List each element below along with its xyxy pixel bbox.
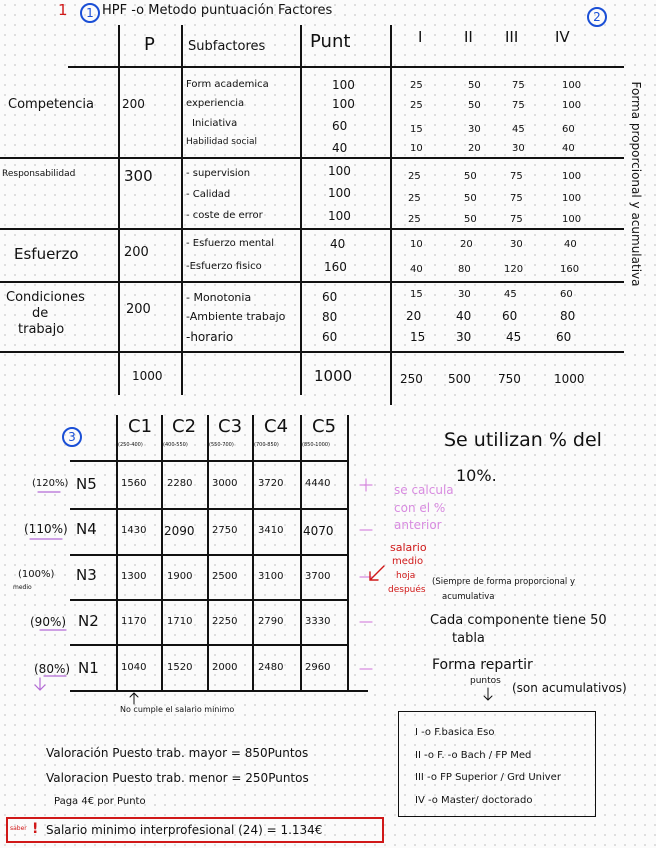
lv-r9-c2: 80 — [458, 264, 471, 275]
t2-r5-c4: 2480 — [258, 662, 284, 673]
t2-r4-c5: 3330 — [305, 616, 331, 627]
lv-r1-c2: 50 — [468, 80, 481, 91]
t2-range-c5: (850-1000) — [302, 442, 330, 448]
col-header-punt: Punt — [310, 31, 351, 52]
lv-r9-c1: 40 — [410, 264, 423, 275]
t2-r1-c1: 1560 — [121, 478, 147, 489]
footer-box — [6, 817, 384, 843]
t2-range-c3: (550-700) — [209, 442, 234, 448]
note-forma-2: puntos — [470, 676, 501, 686]
t2-range-c1: (250-400) — [118, 442, 143, 448]
lv-r12-c3: 45 — [506, 330, 522, 344]
t2-col-c4: C4 — [264, 416, 289, 437]
lv-r3-c2: 30 — [468, 124, 481, 135]
note-salario-medio-4: después — [388, 585, 426, 595]
sub-row-10: - Monotonia — [186, 291, 252, 304]
t2-r4-c3: 2250 — [212, 616, 238, 627]
legend-item-1: I -o F.basica Eso — [415, 727, 495, 738]
t2-r1-c4: 3720 — [258, 478, 284, 489]
total-punt: 1000 — [314, 367, 353, 385]
t2-r3-c2: 1900 — [167, 571, 193, 582]
punt-row-9: 160 — [324, 260, 347, 274]
lv-r11-c4: 80 — [560, 309, 576, 323]
total-level-4: 1000 — [554, 372, 585, 386]
sub-row-8: - Esfuerzo mental — [186, 238, 275, 249]
t2-r4-c4: 2790 — [258, 616, 284, 627]
punt-row-7: 100 — [328, 209, 351, 223]
sub-row-5: - supervision — [186, 168, 251, 179]
note-salario-medio-2: medio — [392, 556, 424, 567]
t2-range-c4: (700-850) — [254, 442, 279, 448]
note-porcentaje-line2: 10%. — [456, 466, 497, 485]
legend-box — [398, 711, 596, 817]
note-cada-1: Cada componente tiene 50 — [430, 613, 607, 628]
sub-row-6: - Calidad — [186, 189, 231, 200]
t2-r5-c3: 2000 — [212, 662, 238, 673]
punt-row-11: 80 — [322, 310, 338, 324]
t2-pct-5: (80%) — [34, 662, 71, 676]
t2-r3-c4: 3100 — [258, 571, 284, 582]
punt-row-5: 100 — [328, 164, 351, 178]
circle-number-3-label: 3 — [68, 430, 76, 444]
group-name-responsabilidad: Responsabilidad — [2, 169, 76, 179]
t2-pct-3: (100%) — [18, 569, 55, 580]
circle-number-1-label: 1 — [86, 6, 94, 20]
t2-pct-2: (110%) — [24, 522, 68, 536]
lv-r8-c4: 40 — [564, 239, 577, 250]
valoracion-paga: Paga 4€ por Punto — [54, 796, 146, 807]
total-level-3: 750 — [498, 372, 521, 386]
t2-r2-c3: 2750 — [212, 525, 238, 536]
lv-r11-c2: 40 — [456, 309, 472, 323]
total-level-1: 250 — [400, 372, 423, 386]
lv-r10-c3: 45 — [504, 289, 517, 300]
punt-row-4: 40 — [332, 141, 348, 155]
t2-level-5: N1 — [78, 659, 99, 677]
lv-r10-c1: 15 — [410, 289, 423, 300]
lv-r5-c3: 75 — [510, 171, 523, 182]
t2-level-1: N5 — [76, 475, 97, 493]
t2-col-c1: C1 — [128, 416, 153, 437]
sub-row-4: Habilidad social — [186, 137, 257, 147]
group-p-esfuerzo: 200 — [124, 245, 149, 260]
group-p-condiciones: 200 — [126, 302, 151, 317]
punt-row-2: 100 — [332, 97, 355, 111]
t2-r1-c3: 3000 — [212, 478, 238, 489]
punt-row-8: 40 — [330, 237, 346, 251]
note-porcentaje-line1: Se utilizan % del — [444, 429, 602, 451]
lv-r4-c4: 40 — [562, 143, 575, 154]
lv-r12-c2: 30 — [456, 330, 472, 344]
legend-item-2: II -o F. -o Bach / FP Med — [415, 750, 532, 761]
t2-range-c2: (400-550) — [163, 442, 188, 448]
lv-r4-c2: 20 — [468, 143, 481, 154]
lv-r12-c1: 15 — [410, 330, 426, 344]
t2-r5-c1: 1040 — [121, 662, 147, 673]
lv-r8-c1: 10 — [410, 239, 423, 250]
sub-row-7: - coste de error — [186, 210, 263, 221]
total-level-2: 500 — [448, 372, 471, 386]
lv-r3-c1: 15 — [410, 124, 423, 135]
note-forma-1: Forma repartir — [432, 657, 533, 673]
col-header-p: P — [144, 34, 155, 55]
sub-row-12: -horario — [186, 330, 234, 344]
lv-r6-c3: 75 — [510, 193, 523, 204]
lv-r5-c1: 25 — [408, 171, 421, 182]
note-cada-2: tabla — [452, 631, 485, 646]
lv-r6-c1: 25 — [408, 193, 421, 204]
t2-r2-c5: 4070 — [303, 524, 334, 538]
note-calcula-1: se calcula — [394, 483, 454, 497]
group-name-esfuerzo: Esfuerzo — [14, 245, 79, 263]
t2-r4-c2: 1710 — [167, 616, 193, 627]
legend-item-4: IV -o Master/ doctorado — [415, 795, 533, 806]
t2-col-c3: C3 — [218, 416, 243, 437]
group-name-condiciones-3: trabajo — [18, 322, 65, 337]
valoracion-menor: Valoracion Puesto trab. menor = 250Puntos — [46, 771, 309, 785]
t2-r3-c3: 2500 — [212, 571, 238, 582]
lv-r7-c2: 50 — [464, 214, 477, 225]
total-p: 1000 — [132, 369, 163, 383]
lv-r9-c3: 120 — [504, 264, 524, 275]
lv-r7-c1: 25 — [408, 214, 421, 225]
note-salario-medio-3: hoja — [396, 571, 416, 581]
lv-r10-c4: 60 — [560, 289, 573, 300]
lv-r3-c4: 60 — [562, 124, 575, 135]
note-forma-3: (son acumulativos) — [512, 681, 627, 695]
t2-level-4: N2 — [78, 612, 99, 630]
note-calcula-2: con el % — [394, 501, 446, 515]
footer-text: Salario minimo interprofesional (24) = 1.134€ — [46, 823, 323, 837]
lv-r11-c3: 60 — [502, 309, 518, 323]
sub-row-3: Iniciativa — [192, 118, 238, 129]
t2-r5-c5: 2960 — [305, 662, 331, 673]
lv-r6-c2: 50 — [464, 193, 477, 204]
t2-r2-c2: 2090 — [164, 524, 195, 538]
note-siempre-2: acumulativa — [442, 592, 495, 602]
page-title: HPF -o Metodo puntuación Factores — [102, 3, 333, 18]
warning-icon: ! — [32, 821, 39, 837]
lv-r1-c4: 100 — [562, 80, 582, 91]
lv-r6-c4: 100 — [562, 193, 582, 204]
legend-item-3: III -o FP Superior / Grd Univer — [415, 772, 561, 783]
lv-r2-c3: 75 — [512, 100, 525, 111]
valoracion-mayor: Valoración Puesto trab. mayor = 850Puntos — [46, 746, 309, 760]
t2-pct-4: (90%) — [30, 615, 67, 629]
col-header-roman-3: III — [505, 28, 519, 46]
col-header-subfactores: Subfactores — [188, 39, 266, 54]
lv-r5-c4: 100 — [562, 171, 582, 182]
col-header-roman-2: II — [464, 28, 473, 46]
t2-level-3: N3 — [76, 566, 97, 584]
lv-r4-c1: 10 — [410, 143, 423, 154]
t2-r3-c1: 1300 — [121, 571, 147, 582]
t2-r1-c2: 2280 — [167, 478, 193, 489]
group-name-competencia: Competencia — [8, 97, 95, 112]
side-note-vertical: Forma proporcional y acumulativa — [629, 81, 643, 287]
group-p-responsabilidad: 300 — [124, 167, 153, 185]
col-header-roman-4: IV — [555, 28, 570, 46]
lv-r2-c1: 25 — [410, 100, 423, 111]
sub-row-11: -Ambiente trabajo — [186, 310, 286, 323]
punt-row-1: 100 — [332, 78, 355, 92]
lv-r10-c2: 30 — [458, 289, 471, 300]
lv-r2-c2: 50 — [468, 100, 481, 111]
t2-col-c5: C5 — [312, 416, 337, 437]
lv-r7-c4: 100 — [562, 214, 582, 225]
lv-r8-c3: 30 — [510, 239, 523, 250]
note-salario-medio-1: salario — [390, 541, 427, 554]
punt-row-10: 60 — [322, 290, 338, 304]
lv-r7-c3: 75 — [510, 214, 523, 225]
note-siempre-1: (Siempre de forma proporcional y — [432, 577, 576, 587]
sub-row-1: Form academica — [186, 79, 269, 90]
t2-col-c2: C2 — [172, 416, 197, 437]
lv-r1-c1: 25 — [410, 80, 423, 91]
lv-r2-c4: 100 — [562, 100, 582, 111]
lv-r9-c4: 160 — [560, 264, 580, 275]
lv-r8-c2: 20 — [460, 239, 473, 250]
group-name-condiciones-2: de — [32, 306, 49, 321]
t2-r5-c2: 1520 — [167, 662, 193, 673]
t2-r3-c5: 3700 — [305, 571, 331, 582]
col-header-roman-1: I — [418, 28, 423, 46]
min-salary-note: No cumple el salario minimo — [120, 705, 235, 714]
t2-medio-label: medio — [13, 584, 32, 591]
punt-row-3: 60 — [332, 119, 348, 133]
t2-level-2: N4 — [76, 520, 97, 538]
punt-row-12: 60 — [322, 330, 338, 344]
group-p-competencia: 200 — [122, 97, 145, 111]
t2-r2-c1: 1430 — [121, 525, 147, 536]
note-calcula-3: anterior — [394, 518, 442, 532]
lv-r12-c4: 60 — [556, 330, 572, 344]
punt-row-6: 100 — [328, 186, 351, 200]
lv-r5-c2: 50 — [464, 171, 477, 182]
footer-tag: saber — [10, 825, 27, 832]
sub-row-9: -Esfuerzo fisico — [186, 261, 262, 272]
circle-number-2-label: 2 — [593, 10, 601, 24]
lv-r3-c3: 45 — [512, 124, 525, 135]
red-mark: 1 — [58, 1, 68, 19]
t2-r4-c1: 1170 — [121, 616, 147, 627]
t2-pct-1: (120%) — [32, 478, 69, 489]
t2-r1-c5: 4440 — [305, 478, 331, 489]
lv-r4-c3: 30 — [512, 143, 525, 154]
sub-row-2: experiencia — [186, 98, 245, 109]
t2-r2-c4: 3410 — [258, 525, 284, 536]
group-name-condiciones-1: Condiciones — [6, 290, 85, 305]
lv-r1-c3: 75 — [512, 80, 525, 91]
lv-r11-c1: 20 — [406, 309, 422, 323]
